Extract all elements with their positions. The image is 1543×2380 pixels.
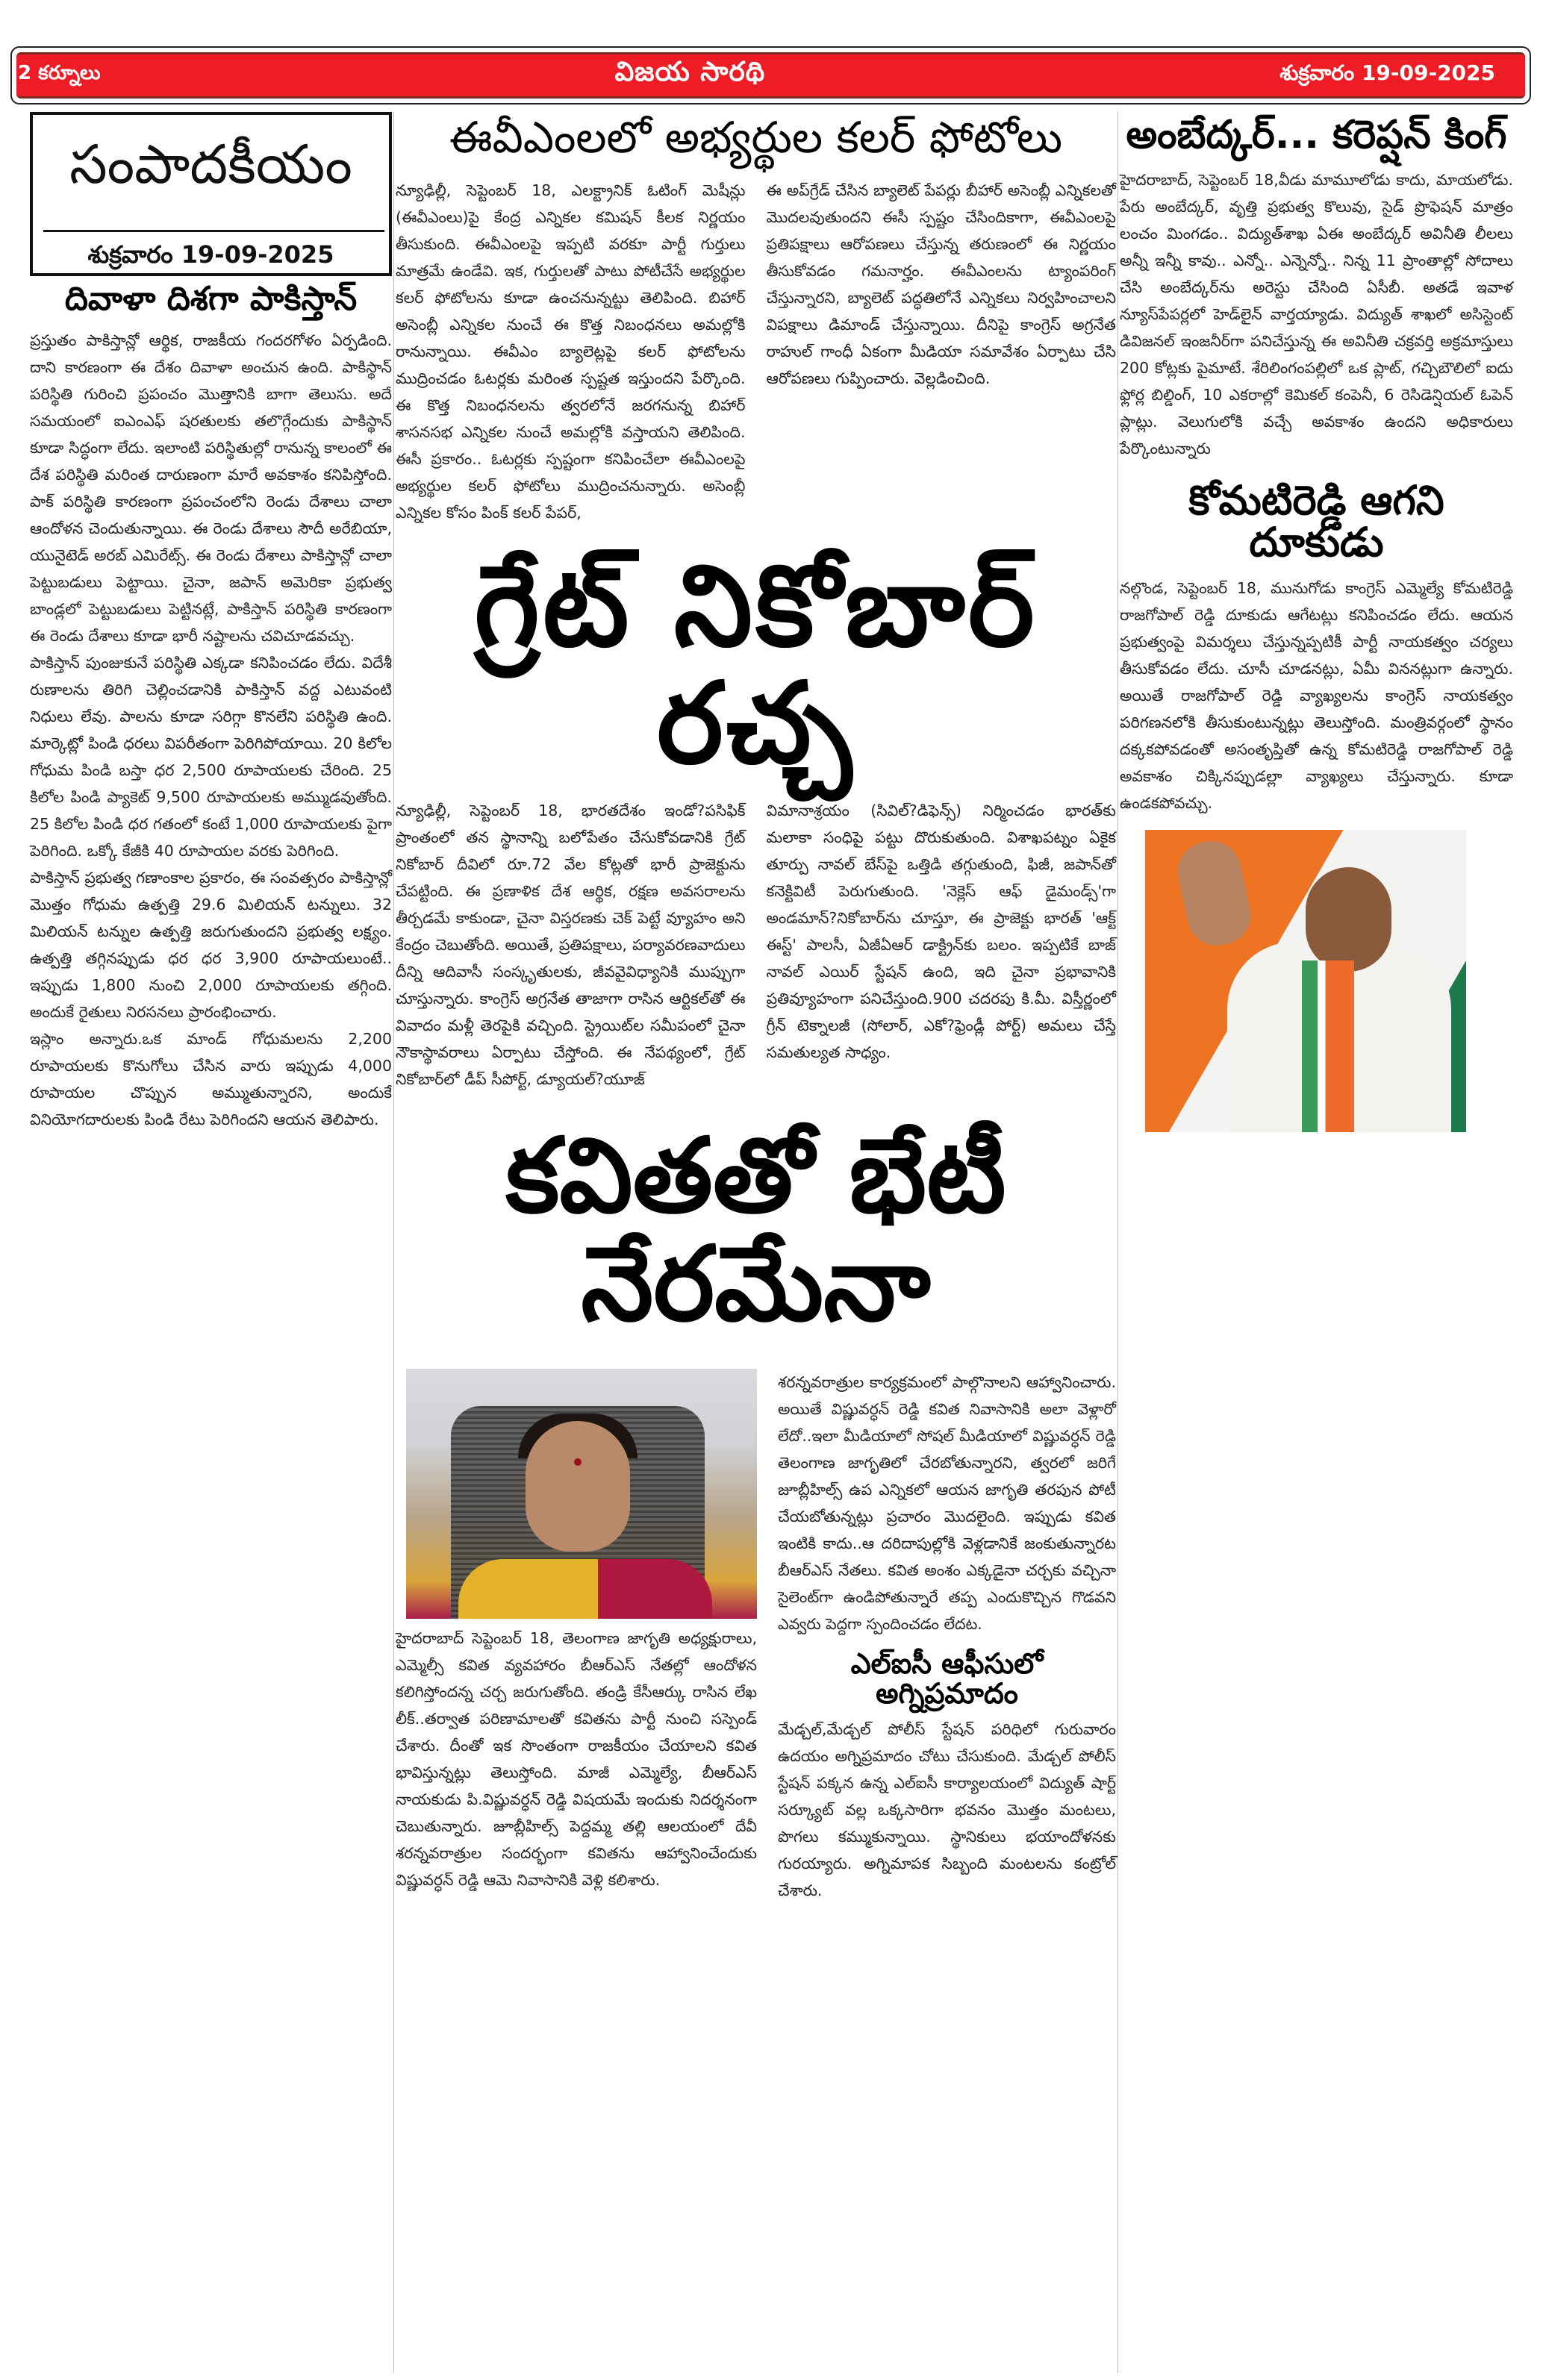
kavitha-body-col1: హైదరాబాద్ సెప్టెంబర్ 18, తెలంగాణ జాగృతి అధ్యక్షురాలు, ఎమ్మెల్సీ కవిత వ్యవహారం బీఆర్ఎస్ నేతల్లో ఆందోళన కలిగిస్తోందన్న చర్చ జరుగుతోంది. తండ్రి కేసీఆర్కు రాసిన లేఖ లీక్..తర్వాత పరిణామాలతో కవితను పార్టీ నుంచి సస్పెండ్ చేశారు. దీంతో ఇక సొంతంగా రాజకీయం చేయాలని కవిత భావిస్తున్నట్లు తెలుస్తోంది. మాజీ ఎమ్మెల్యే, బీఆర్ఎస్ నాయకుడు పి.విష్ణువర్ధన్ రెడ్డి విషయమే ఇందుకు నిదర్శనంగా చెబుతున్నారు. జూబ్లీహిల్స్ పెద్దమ్మ తల్లి ఆలయంలో దేవీ శరన్నవరాత్రుల సందర్భంగా కవితను ఆహ్వానించేందుకు విష్ణువర్ధన్ రెడ్డి ఆమె నివాసానికి వెళ్లి కలిశారు.: [396, 1628, 757, 1889]
ambedkar-body: హైదరాబాద్, సెప్టెంబర్ 18,వీడు మామూలోడు కాదు, మాయలోడు. పేరు అంబేద్కర్, వృత్తి ప్రభుత్వ కొలువు, సైడ్ ప్రొఫెషన్ మాత్రం లంచం మింగడం.. విద్యుత్‌శాఖ ఏఈ అంబేద్కర్ అవినీతి లీలలు అన్నీ ఇన్నీ కావు.. ఎన్నో.. ఎన్నెన్నో.. నిన్న 11 ప్రాంతాల్లో సోదాలు చేసి అంబేద్కర్‌ను అరెస్టు చేసింది ఏసీబీ. అతడే ఇవాళ న్యూస్‌పేపర్లలో హెడ్‌లైన్ వార్తయ్యాడు. విద్యుత్ శాఖలో అసిస్టెంట్ డివిజనల్ ఇంజనీర్‌గా పనిచేస్తున్న ఈ అవినీతి చక్రవర్తి అక్రమాస్తులు 200 కోట్లకు పైమాటే. శేరిలింగంపల్లిలో ఒక ప్లాట్, గచ్చిబౌలిలో ఐదు ఫ్లోర్ల బిల్డింగ్, 10 ఎకరాల్లో కెమికల్ కంపెనీ, 6 రెసిడెన్షియల్ ఓపెన్ ప్లాట్లు. వెలుగులోకి వచ్చే అవకాశం ఉందని అధికారులు పేర్కొంటున్నారు: [1120, 170, 1513, 457]
saree-shape: [458, 1559, 712, 1619]
editorial-rule: [43, 230, 384, 232]
scarf-shape: [1302, 961, 1354, 1132]
nicobar-headline: గ్రేట్ నికోబార్ రచ్చ: [474, 541, 1038, 790]
komatireddy-photo: [1145, 830, 1466, 1132]
komati-article: [1120, 476, 1513, 1132]
nicobar-body-col2: విమానాశ్రయం (సివిల్?డిఫెన్స్) నిర్మించడం భారత్‌కు మలాకా సంధిపై పట్టు దొరుకుతుంది. విశాఖపట్నం ఏకైక తూర్పు నావల్ బేస్‌పై ఒత్తిడి తగ్గుతుంది, ఫిజీ, జపాన్‌తో కనెక్టివిటీ పెరుగుతుంది. 'నెక్లెస్ ఆఫ్ డైమండ్స్'గా అండమాన్?నికోబార్‌ను చూస్తూ, ఈ ప్రాజెక్టు భారత్ 'ఆక్ట్ ఈస్ట్' పాలసీ, ఏజీఏఆర్ డాక్ట్రిన్‌కు బలం. ఇప్పటికే బాజ్ నావల్ ఎయిర్ స్టేషన్ ఉంది, ఇది చైనా ప్రభావానికి ప్రతివ్యూహంగా పనిచేస్తుంది.900 చదరపు కి.మీ. విస్తీర్ణంలో గ్రీన్ టెక్నాలజీ (సోలార్, ఎకో?ఫ్రెండ్లీ పోర్ట్) అమలు చేస్తే సమతుల్యత సాధ్యం.: [766, 801, 1116, 1061]
middle-column: [396, 112, 1116, 1904]
masthead-date: శుక్రవారం 19-09-2025: [1279, 60, 1495, 85]
page-label: 2 కర్నూలు: [18, 62, 101, 84]
masthead-bar: [16, 52, 1525, 99]
waving-hand-shape: [1172, 836, 1256, 952]
nicobar-body-col1: న్యూఢిల్లీ, సెప్టెంబర్ 18, భారతదేశం ఇండో?పసిఫిక్ ప్రాంతంలో తన స్థానాన్ని బలోపేతం చేసుకోవడానికి గ్రేట్ నికోబార్ దీవిలో రూ.72 వేల కోట్లతో భారీ ప్రాజెక్టును చేపట్టింది. ఈ ప్రణాళిక దేశ ఆర్థిక, రక్షణ అవసరాలను తీర్చడమే కాకుండా, చైనా విస్తరణకు చెక్ పెట్టే వ్యూహం అని కేంద్రం చెబుతోంది. అయితే, ప్రతిపక్షాలు, పర్యావరణవాదులు దీన్ని ఆదివాసీ సంస్కృతులకు, జీవవైవిధ్యానికి ముప్పుగా చూస్తున్నారు. కాంగ్రెస్ అగ్రనేత తాజాగా రాసిన ఆర్టికల్‌తో ఈ వివాదం మళ్లీ తెరపైకి వచ్చింది. స్ట్రెయిట్‌ల సమీపంలో చైనా నౌకాస్థావరాలు ఏర్పాటు చేస్తోంది. ఈ నేపథ్యంలో, గ్రేట్ నికోబార్‌లో డీప్ సీపోర్ట్, డ్యూయల్?యూజ్: [396, 801, 746, 1088]
right-column: [1120, 112, 1513, 1132]
nicobar-article: [396, 541, 1116, 1093]
editorial-box: [30, 112, 392, 276]
ambedkar-headline: అంబేద్కర్... కరెప్షన్ కింగ్: [1126, 113, 1507, 157]
kavitha-photo: [406, 1369, 757, 1619]
komati-headline: కోమటిరెడ్డి ఆగని దూకుడు: [1188, 476, 1444, 566]
paper-name: విజయ సారథి: [614, 57, 766, 87]
kavitha-body-col2: శరన్నవరాత్రుల కార్యక్రమంలో పాల్గొనాలని ఆహ్వానించారు. అయితే విష్ణువర్ధన్ రెడ్డి కవిత నివాసానికి అలా వెళ్లారో లేదో..ఇలా మీడియాలో సోషల్ మీడియాలో విష్ణువర్ధన్ రెడ్డి తెలంగాణ జాగృతిలో చేరబోతున్నారని, త్వరలో జరిగే జూబ్లీహిల్స్ ఉప ఎన్నికలో ఆయన జాగృతి తరపున పోటీ చేయబోతున్నట్లు ప్రచారం మొదలైంది. ఇప్పుడు కవిత ఇంటికి కాదు..ఆ దరిదాపుల్లోకి వెళ్లడానికే జంకుతున్నారట బీఆర్ఎస్ నేతలు. కవిత అంశం ఎక్కడైనా చర్చకు వచ్చినా సైలెంట్‌గా ఉండిపోతున్నారే తప్ప ఎందుకొచ్చిన గొడవని ఎవ్వరు పెద్దగా స్పందించడం లేదట.: [778, 1372, 1116, 1633]
lic-body: మేడ్చల్,మేడ్చల్ పోలీస్ స్టేషన్ పరిధిలో గురువారం ఉదయం అగ్నిప్రమాదం చోటు చేసుకుంది. మేడ్చల్ పోలీస్ స్టేషన్ పక్కన ఉన్న ఎల్ఐసీ కార్యాలయంలో విద్యుత్ షార్ట్ సర్క్యూట్ వల్ల ఒక్కసారిగా భవనం మొత్తం మంటలు, పొగలు కమ్ముకున్నాయి. స్థానికులు భయాందోళనకు గురయ్యారు. అగ్నిమాపక సిబ్బంది మంటలను కంట్రోల్ చేశారు.: [778, 1720, 1116, 1900]
face-shape: [526, 1421, 630, 1552]
komati-body: నల్గొండ, సెప్టెంబర్ 18, మునుగోడు కాంగ్రెస్ ఎమ్మెల్యే కోమటిరెడ్డి రాజగోపాల్ రెడ్డి దూకుడు ఆగేటట్లు కనిపించడం లేదు. ఆయన ప్రభుత్వంపై విమర్శలు చేస్తున్నప్పటికీ పార్టీ నాయకత్వం చర్యలు తీసుకోవడం లేదు. చూసీ చూడనట్లు, ఏమీ విననట్లుగా ఉన్నారు. అయితే రాజగోపాల్ రెడ్డి వ్యాఖ్యలను కాంగ్రెస్ నాయకత్వం పరిగణనలోకి తీసుకుంటున్నట్లు తెలుస్తోంది. మంత్రివర్గంలో స్థానం దక్కకపోవడంతో అసంతృప్తితో ఉన్న కోమటిరెడ్డి రాజగోపాల్ రెడ్డి అవకాశం చిక్కినప్పుడల్లా వ్యాఖ్యలు చేస్తున్నారు. కూడా ఉండకపోవచ్చు.: [1120, 578, 1513, 812]
editorial-paragraph: పాకిస్తాన్ ప్రభుత్వ గణాంకాల ప్రకారం, ఈ సంవత్సరం పాకిస్తాన్లో మొత్తం గోధుమ ఉత్పత్తి 29.6 మిలియన్ టన్నులు. 32 మిలియన్ టన్నుల ఉత్పత్తి జరుగుతుందని ప్రభుత్వ లక్ష్యం. ఉత్పత్తి తగ్గినప్పుడు ధర ధర 3,900 రూపాయలుంటే.. ఇప్పుడు 1,800 నుంచి 2,000 రూపాయలకు తగ్గింది. అందుకే రైతులు నిరసనలు ప్రారంభించారు.: [30, 869, 392, 1022]
editorial-paragraph: పాకిస్తాన్ పుంజుకునే పరిస్థితి ఎక్కడా కనిపించడం లేదు. విదేశీ రుణాలను తిరిగి చెల్లించడానికి పాకిస్తాన్ వద్ద ఎటువంటి నిధులు లేవు. పాలను కూడా సరిగ్గా కొనలేని పరిస్థితి ఉంది. మార్కెట్లో పిండి ధరలు విపరీతంగా పెరిగిపోయాయి. 20 కిలోల గోధుమ పిండి బస్తా ధర 2,500 రూపాయలకు చేరింది. 25 కిలోల పిండి ప్యాకెట్ 9,500 రూపాయలకు అమ్ముడవుతోంది. 25 కిలోల పిండి ధర గతంలో కంటే 1,000 రూపాయలకు పైగా పెరిగింది. ఒక్కో కేజీకి 40 రూపాయల వరకు పెరిగింది.: [30, 654, 392, 861]
kavitha-headline: కవితతో భేటీ నేరమేనా: [505, 1115, 1006, 1344]
lic-headline: ఎల్ఐసీ ఆఫీసులో అగ్నిప్రమాదం: [850, 1646, 1044, 1710]
column-divider: [1117, 112, 1118, 2373]
evm-body-col2: ఈ అప్‌గ్రేడ్ చేసిన బ్యాలెట్ పేపర్లు బీహార్ అసెంబ్లీ ఎన్నికలతో మొదలవుతుందని ఈసీ స్పష్టం చేసిందికాగా, ఈవీఎంలపై ప్రతిపక్షాలు ఆరోపణలు చేస్తున్న తరుణంలో ఈ నిర్ణయం తీసుకోవడం గమనార్హం. ఈవీఎంలను ట్యాంపరింగ్ చేస్తున్నారని, బ్యాలెట్ పద్ధతిలోనే ఎన్నికలు నిర్వహించాలని విపక్షాలు డిమాండ్ చేస్తున్నాయి. దీనిపై కాంగ్రెస్ అగ్రనేత రాహుల్ గాంధీ ఏకంగా మీడియా సమావేశం ఏర్పాటు చేసి ఆరోపణలు గుప్పించారు. వెల్లడించింది.: [766, 181, 1116, 387]
evm-article: [396, 112, 1116, 526]
editorial-headline: దివాళా దిశగా పాకిస్తాన్: [64, 280, 358, 318]
head-shape: [1306, 867, 1391, 972]
kavitha-article: [396, 1115, 1116, 1905]
editorial-column: [30, 112, 392, 1133]
editorial-paragraph: ఇస్లాం అన్నారు.ఒక మాండ్ గోధుమలను 2,200 రూపాయలకు కొనుగోలు చేసిన వారు ఇప్పుడు 4,000 రూపాయల చొప్పున అమ్ముతున్నారని, అందుకే వినియోగదారులకు పిండి రేటు పెరిగిందని ఆయన తెలిపారు.: [30, 1030, 392, 1129]
editorial-date: శుక్రవారం 19-09-2025: [87, 240, 334, 269]
editorial-paragraph: ప్రస్తుతం పాకిస్తాన్లో ఆర్థిక, రాజకీయ గందరగోళం ఏర్పడింది. దాని కారణంగా ఈ దేశం దివాళా అంచున ఉంది. పాకిస్థాన్ పరిస్థితి గురించి ప్రపంచం మొత్తానికి బాగా తెలుసు. అదే సమయంలో ఐఎంఎఫ్ షరతులకు తలొగ్గేందుకు పాకిస్థాన్ కూడా సిద్ధంగా లేదు. ఇలాంటి పరిస్థితుల్లో రానున్న కాలంలో ఈ దేశ పరిస్థితి మరింత దారుణంగా మారే అవకాశం కనిపిస్తోంది. పాక్ పరిస్థితి కారణంగా ప్రపంచంలోని రెండు దేశాలు చాలా ఆందోళన చెందుతున్నాయి. ఈ రెండు దేశాలు సౌదీ అరేబియా, యునైటెడ్ అరబ్ ఎమిరేట్స్. ఈ రెండు దేశాలు పాకిస్తాన్లో చాలా పెట్టుబడులు పెట్టాయి. చైనా, జపాన్ అమెరికా ప్రభుత్వ బాండ్లలో పెట్టుబడులు పెట్టినట్లే, పాకిస్తాన్ పరిస్థితి కారణంగా ఈ రెండు దేశాలు కూడా భారీ నష్టాలను చవిచూడవచ్చు.: [30, 331, 392, 646]
column-divider: [393, 112, 394, 2373]
masthead: [10, 46, 1531, 104]
bindi-shape: [574, 1458, 582, 1466]
ambedkar-article: [1120, 115, 1513, 462]
evm-headline: ఈవీఎంలలో అభ్యర్థుల కలర్ ఫోటోలు: [449, 112, 1063, 163]
evm-body-col1: న్యూఢిల్లీ, సెప్టెంబర్ 18, ఎలక్ట్రానిక్ ఓటింగ్ మెషీన్లు (ఈవీఎంలు)పై కేంద్ర ఎన్నికల కమిషన్ కీలక నిర్ణయం తీసుకుంది. ఈవీఎంలపై ఇప్పటి వరకూ పార్టీ గుర్తులు మాత్రమే ఉండేవి. ఇక, గుర్తులతో పాటు పోటీచేసే అభ్యర్థుల కలర్ ఫోటోలను కూడా ఉంచనున్నట్టు తెలిపింది. బిహార్ అసెంబ్లీ ఎన్నికల నుంచే ఈ కొత్త నిబంధనలు అమల్లోకి రానున్నాయి. ఈవీఎం బ్యాలెట్లపై కలర్ ఫోటోలను ముద్రించడం ఓటర్లకు మరింత స్పష్టత ఇస్తుందని పేర్కొంది. ఈ కొత్త నిబంధనలను త్వరలోనే జరగనున్న బిహార్ శాసనసభ ఎన్నికల నుంచే అమల్లోకి వస్తాయని తెలిపింది. ఈసీ ప్రకారం.. ఓటర్లకు స్పష్టంగా కనిపించేలా ఈవీఎంలపై అభ్యర్థుల కలర్ ఫోటోలు ముద్రించనున్నారు. అసెంబ్లీ ఎన్నికల కోసం పింక్ కలర్ పేపర్,: [396, 181, 746, 522]
editorial-title: సంపాదకీయం: [69, 133, 352, 196]
